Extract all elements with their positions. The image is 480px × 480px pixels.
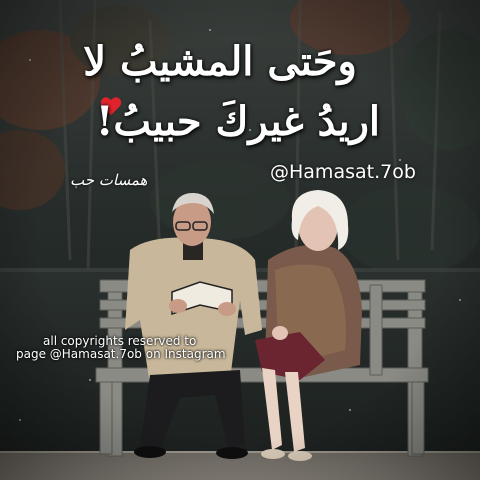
quote-line-1: وحَتى المشيبُ لا <box>83 38 357 85</box>
copyright-line-2: page @Hamasat.7ob on Instagram <box>16 347 226 361</box>
copyright-line-1: all copyrights reserved to <box>43 334 197 348</box>
quote-line-2: اريدُ غيركَ حبيبُ! <box>95 98 380 145</box>
instagram-handle: @Hamasat.7ob <box>270 161 416 183</box>
signature: همسات حب <box>70 171 148 189</box>
